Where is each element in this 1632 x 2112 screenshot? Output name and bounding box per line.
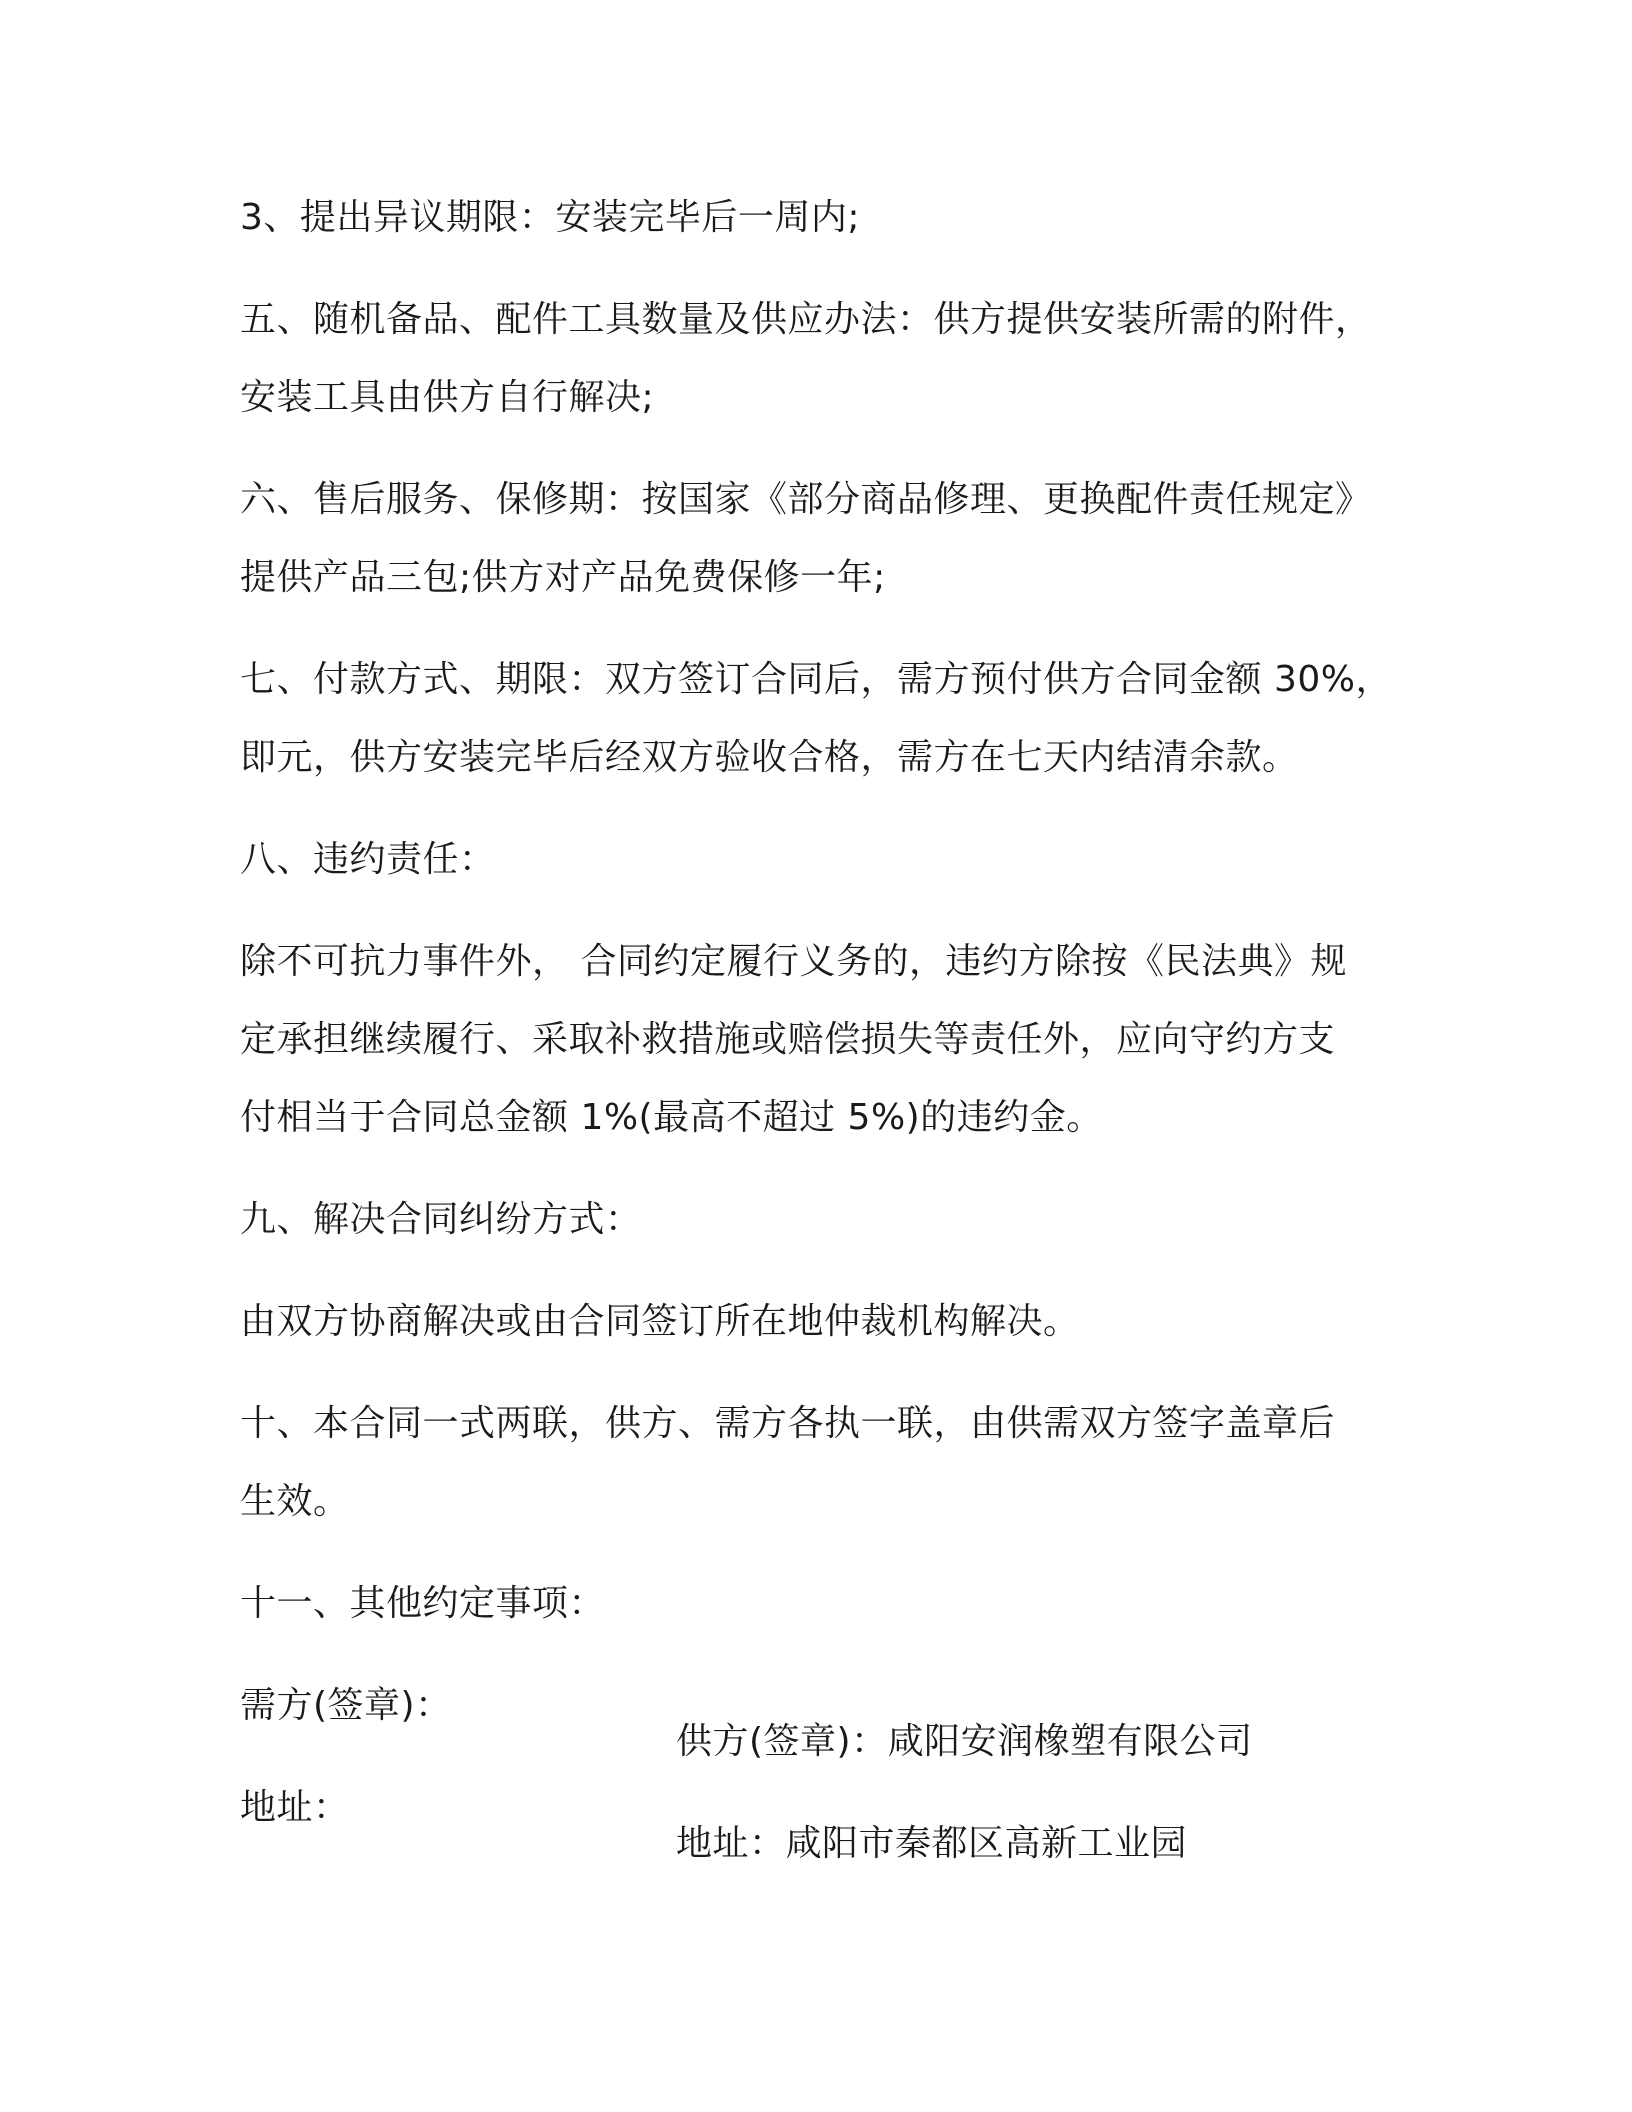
clause-8-body-line-2: 定承担继续履行、采取补救措施或赔偿损失等责任外，应向守约方支 [240, 1019, 1336, 1060]
clause-10-line-1: 十、本合同一式两联，供方、需方各执一联，由供需双方签字盖章后 [240, 1403, 1336, 1444]
clause-9-body: 由双方协商解决或由合同签订所在地仲裁机构解决。 [240, 1301, 1080, 1342]
clause-8-heading: 八、违约责任： [240, 839, 496, 880]
clause-8-body-line-1: 除不可抗力事件外， 合同约定履行义务的，违约方除按《民法典》规 [240, 941, 1347, 982]
clause-5-spare-parts-line-1: 五、随机备品、配件工具数量及供应办法：供方提供安装所需的附件， [240, 299, 1372, 340]
supplier-address-label: 地址：咸阳市秦都区高新工业园 [676, 1823, 1188, 1864]
clause-10-line-2: 生效。 [240, 1481, 350, 1522]
clause-11-heading: 十一、其他约定事项： [240, 1583, 606, 1624]
buyer-seal-label: 需方(签章)： [240, 1685, 452, 1726]
buyer-address-label: 地址： [240, 1787, 350, 1828]
clause-7-payment-line-1: 七、付款方式、期限：双方签订合同后，需方预付供方合同金额 30%， [240, 659, 1392, 700]
clause-6-after-sales-line-1: 六、售后服务、保修期：按国家《部分商品修理、更换配件责任规定》 [240, 479, 1372, 520]
clause-9-heading: 九、解决合同纠纷方式： [240, 1199, 642, 1240]
clause-8-body-line-3: 付相当于合同总金额 1%(最高不超过 5%)的违约金。 [240, 1097, 1103, 1138]
supplier-seal-label: 供方(签章)：咸阳安润橡塑有限公司 [676, 1721, 1253, 1762]
clause-7-payment-line-2: 即元，供方安装完毕后经双方验收合格，需方在七天内结清余款。 [240, 737, 1299, 778]
clause-3-objection-period: 3、提出异议期限：安装完毕后一周内; [240, 197, 861, 238]
clause-5-spare-parts-line-2: 安装工具由供方自行解决; [240, 377, 655, 418]
clause-6-after-sales-line-2: 提供产品三包;供方对产品免费保修一年; [240, 557, 886, 598]
